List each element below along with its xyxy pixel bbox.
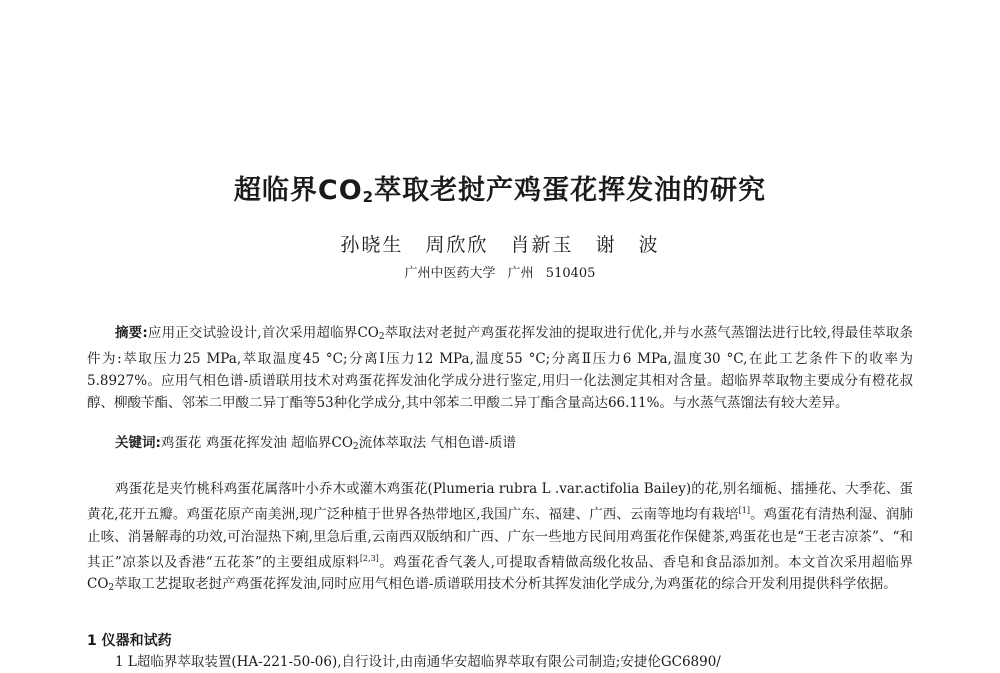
- abstract: [87, 322, 913, 414]
- abstract-text-b: 萃取法对老挝产鸡蛋花挥发油的提取进行优化,并与水蒸气蒸馏法进行比较,得最佳萃取条件为:萃取压力25 MPa,萃取温度45 °C;分离Ⅰ压力12 MPa,温度55 °C;分离Ⅱ压力6 MPa,温度30 °C,在此工艺条件下的收率为5.8927%。应用气相色谱-质谱联用技术对鸡蛋花挥发油化学成分进行鉴定,用归一化法测定其相对含量。超临界萃取物主要成分有橙花叔醇、柳酸苄酯、邻苯二甲酸二异丁酯等53种化学成分,其中邻苯二甲酸二异丁酯含量高达66.11%。与水蒸气蒸馏法有较大差异。: [87, 325, 913, 411]
- keyword: 鸡蛋花挥发油: [205, 435, 287, 451]
- affiliation: 广州中医药大学 广州 510405: [404, 266, 596, 281]
- intro-subscript: 2: [108, 583, 115, 593]
- abstract-text-a: 应用正交试验设计,首次采用超临界CO: [147, 325, 379, 341]
- author: 孙晓生: [340, 234, 404, 256]
- section-heading: 1 仪器和试药: [87, 633, 172, 649]
- keyword: 超临界$CO_2$流体萃取法: [291, 435, 427, 452]
- keyword: 气相色谱-质谱: [430, 435, 516, 451]
- intro-text-2: 。鸡蛋花有清热利湿、润肺止咳、消暑解毒的功效,可治湿热下痢,里急后重,云南西双版纳和广西、广东一些地方民间用鸡蛋花作保健茶,鸡蛋花也是“王老吉凉茶”、“和其正”凉茶以及香港“五花茶”的主要组成原料: [87, 506, 914, 570]
- paper-title: [0, 168, 1000, 207]
- title-post: 萃取老挝产鸡蛋花挥发油的研究: [374, 175, 767, 206]
- intro-text-1: 鸡蛋花是夹竹桃科鸡蛋花属落叶小乔木或灌木鸡蛋花(Plumeria rubra L .var.actifolia Bailey)的花,别名缅栀、擂捶花、大季花、蛋黄花,花开五瓣。鸡蛋花原产南美洲,现广泛种植于世界各热带地区,我国广东、福建、广西、云南等地均有栽培: [87, 481, 913, 523]
- title-pre: 超临界CO: [233, 175, 363, 206]
- keywords-label: 关键词:: [115, 435, 161, 451]
- keyword: 鸡蛋花: [160, 435, 202, 451]
- author: 周欣欣: [425, 234, 489, 256]
- citation-ref: [1]: [738, 506, 750, 515]
- keywords: [87, 432, 913, 458]
- title-subscript: 2: [362, 188, 375, 206]
- intro-text-3: 。鸡蛋花香气袭人,可提取香精做高级化妆品、香皂和食品添加剂。本文首次采用超临界CO: [87, 554, 913, 592]
- citation-ref: [2,3]: [359, 553, 379, 563]
- intro-paragraph: [87, 478, 913, 599]
- abstract-subscript: 2: [378, 332, 385, 342]
- abstract-label: 摘要:: [115, 325, 148, 341]
- intro-text-4: 萃取工艺提取老挝产鸡蛋花挥发油,同时应用气相色谱-质谱联用技术分析其挥发油化学成分,为鸡蛋花的综合开发利用提供科学依据。: [114, 576, 897, 592]
- author-list: [0, 230, 1000, 257]
- author: 谢 波: [595, 234, 660, 256]
- author: 肖新玉: [510, 234, 574, 256]
- section-text: 1 L超临界萃取装置(HA-221-50-06),自行设计,由南通华安超临界萃取有限公司制造;安捷伦GC6890/: [115, 654, 721, 670]
